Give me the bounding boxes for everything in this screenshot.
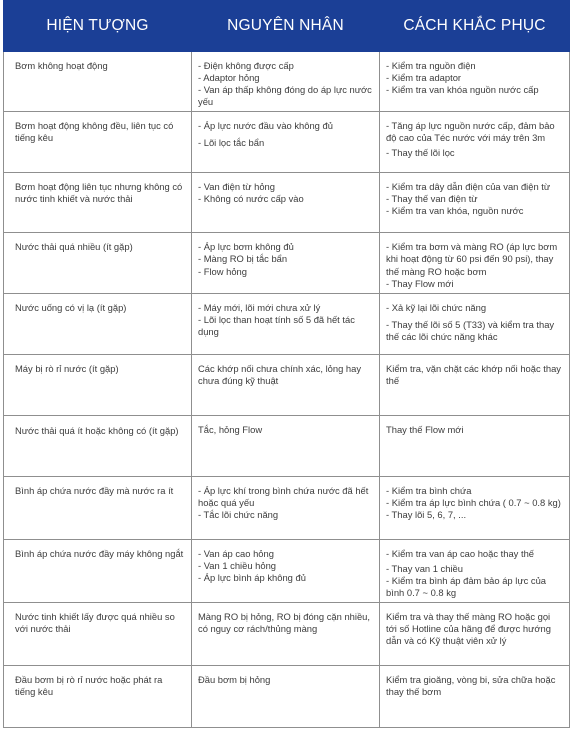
symptom-cell	[4, 294, 192, 355]
table-row	[4, 666, 570, 728]
cause-item: - Van điện từ hỏng	[198, 180, 275, 192]
cause-cell	[192, 111, 380, 172]
fix-cell	[380, 666, 570, 728]
cause-item: - Van áp thấp không đóng do áp lực nước yếu	[198, 84, 372, 108]
fix-item: - Kiểm tra nguồn điện	[386, 60, 476, 71]
header-fix: CÁCH KHẮC PHỤC	[380, 1, 570, 52]
fix-item: - Thay thế lõi số 5 (T33) và kiểm tra thay thế các lõi chức năng khác	[386, 319, 555, 343]
table-row	[4, 294, 570, 355]
cause-cell	[192, 540, 380, 603]
cause-cell	[192, 666, 380, 728]
fix-item: - Thay van 1 chiều	[386, 563, 463, 575]
troubleshooting-table	[3, 0, 570, 728]
cause-item: - Điện không được cấp	[198, 60, 294, 71]
fix-cell	[380, 172, 570, 233]
cause-cell	[192, 294, 380, 355]
symptom-cell	[4, 603, 192, 666]
cause-item: Tắc, hỏng Flow	[198, 423, 263, 435]
symptom-text: Bình áp chứa nước đầy mà nước ra ít	[15, 484, 174, 496]
fix-cell	[380, 111, 570, 172]
fix-item: - Tăng áp lực nguồn nước cấp, đảm bảo độ cao của Téc nước với máy trên 3m	[386, 119, 555, 143]
table-row	[4, 52, 570, 112]
symptom-text: Bơm không hoạt động	[15, 60, 108, 71]
cause-cell	[192, 355, 380, 416]
symptom-cell	[4, 355, 192, 416]
fix-item: - Thay thế lõi lọc	[386, 146, 455, 158]
cause-item: - Lõi lọc tắc bẩn	[198, 136, 265, 148]
table-row	[4, 540, 570, 603]
symptom-text: Bơm hoạt động không đều, liên tục có tiếng kêu	[15, 119, 174, 143]
fix-item: - Kiểm tra bình áp đảm bảo áp lực của bình 0.7 ~ 0.8 kg	[386, 575, 547, 599]
cause-item: - Van áp cao hỏng	[198, 548, 274, 560]
symptom-text: Bình áp chứa nước đầy máy không ngắt	[15, 548, 184, 560]
table-row	[4, 111, 570, 172]
fix-cell	[380, 603, 570, 666]
fix-item: Kiểm tra, vặn chặt các khớp nối hoặc thay thế	[386, 363, 561, 387]
cause-item: Đầu bơm bị hỏng	[198, 674, 271, 686]
fix-item: - Kiểm tra áp lực bình chứa ( 0.7 ~ 0.8 kg)	[386, 496, 561, 508]
fix-cell	[380, 415, 570, 476]
symptom-text: Nước thải quá nhiều (ít gặp)	[15, 241, 133, 253]
cause-item: - Máy mới, lõi mới chưa xử lý	[198, 302, 321, 314]
fix-cell	[380, 476, 570, 540]
symptom-text: Nước uống có vị lạ (ít gặp)	[15, 302, 127, 314]
symptom-cell	[4, 540, 192, 603]
cause-item: - Áp lực khí trong bình chứa nước đã hết hoặc quá yếu	[198, 484, 369, 508]
cause-item: Màng RO bị hỏng, RO bị đóng cặn nhiều, có nguy cơ rách/thủng màng	[198, 611, 370, 635]
fix-cell	[380, 355, 570, 416]
cause-cell	[192, 52, 380, 112]
table-header-row	[4, 1, 570, 52]
fix-item: - Kiểm tra van áp cao hoặc thay thế	[386, 548, 534, 560]
symptom-text: Nước tinh khiết lấy được quá nhiều so với nước thải	[15, 611, 175, 635]
symptom-text: Bơm hoạt động liên tục nhưng không có nước tinh khiết và nước thải	[15, 180, 183, 204]
cause-item: - Adaptor hỏng	[198, 72, 260, 84]
symptom-cell	[4, 52, 192, 112]
table-row	[4, 355, 570, 416]
cause-cell	[192, 233, 380, 294]
fix-item: - Kiểm tra van khóa nguồn nước cấp	[386, 84, 539, 96]
cause-item: - Màng RO bị tắc bẩn	[198, 253, 288, 265]
symptom-text: Máy bị rò rỉ nước (ít gặp)	[15, 363, 119, 375]
fix-item: Thay thế Flow mới	[386, 423, 464, 435]
header-symptom: HIỆN TƯỢNG	[4, 1, 192, 52]
cause-item: - Flow hỏng	[198, 265, 247, 277]
symptom-text: Đầu bơm bị rò rỉ nước hoặc phát ra tiếng kêu	[15, 674, 163, 698]
fix-item: - Kiểm tra dây dẫn điện của van điện từ	[386, 180, 551, 192]
symptom-text: Nước thải quá ít hoặc không có (ít gặp)	[15, 424, 179, 436]
fix-item: - Kiểm tra van khóa, nguồn nước	[386, 204, 524, 216]
fix-cell	[380, 52, 570, 112]
fix-item: Kiểm tra và thay thế màng RO hoặc gọi tới số Hotline của hãng để được hướng dẫn và có Kỹ thuật viên xử lý	[386, 611, 551, 647]
cause-item: - Không có nước cấp vào	[198, 192, 304, 204]
cause-item: - Van 1 chiều hỏng	[198, 560, 277, 572]
symptom-cell	[4, 172, 192, 233]
fix-item: - Xả kỹ lại lõi chức năng	[386, 302, 487, 314]
table-row	[4, 233, 570, 294]
symptom-cell	[4, 666, 192, 728]
cause-cell	[192, 172, 380, 233]
fix-item: - Kiểm tra bình chứa	[386, 484, 472, 496]
fix-cell	[380, 233, 570, 294]
cause-cell	[192, 415, 380, 476]
cause-cell	[192, 476, 380, 540]
fix-item: - Thay lõi 5, 6, 7, ...	[386, 508, 467, 520]
fix-item: - Thay Flow mới	[386, 277, 454, 289]
fix-cell	[380, 540, 570, 603]
table-row	[4, 172, 570, 233]
fix-item: - Kiểm tra bơm và màng RO (áp lực bơm khi hoạt động từ 60 psi đến 90 psi), thay thế màng RO hoặc bơm	[386, 241, 558, 277]
cause-item: - Tắc lõi chức năng	[198, 508, 279, 520]
cause-cell	[192, 603, 380, 666]
symptom-cell	[4, 476, 192, 540]
symptom-cell	[4, 233, 192, 294]
symptom-cell	[4, 415, 192, 476]
cause-item: Các khớp nối chưa chính xác, lỏng hay chưa đúng kỹ thuật	[198, 363, 362, 387]
fix-cell	[380, 294, 570, 355]
cause-item: - Áp lực bình áp không đủ	[198, 572, 306, 584]
cause-item: - Lõi lọc than hoạt tính số 5 đã hết tác dụng	[198, 314, 355, 338]
cause-item: - Áp lực nước đầu vào không đủ	[198, 119, 333, 131]
fix-item: Kiểm tra gioăng, vòng bi, sửa chữa hoặc thay thế bơm	[386, 674, 556, 698]
symptom-cell	[4, 111, 192, 172]
cause-item: - Áp lực bơm không đủ	[198, 241, 294, 253]
table-row	[4, 415, 570, 476]
fix-item: - Kiểm tra adaptor	[386, 72, 462, 84]
header-cause: NGUYÊN NHÂN	[192, 1, 380, 52]
fix-item: - Thay thế van điện từ	[386, 192, 478, 204]
table-row	[4, 603, 570, 666]
table-row	[4, 476, 570, 540]
